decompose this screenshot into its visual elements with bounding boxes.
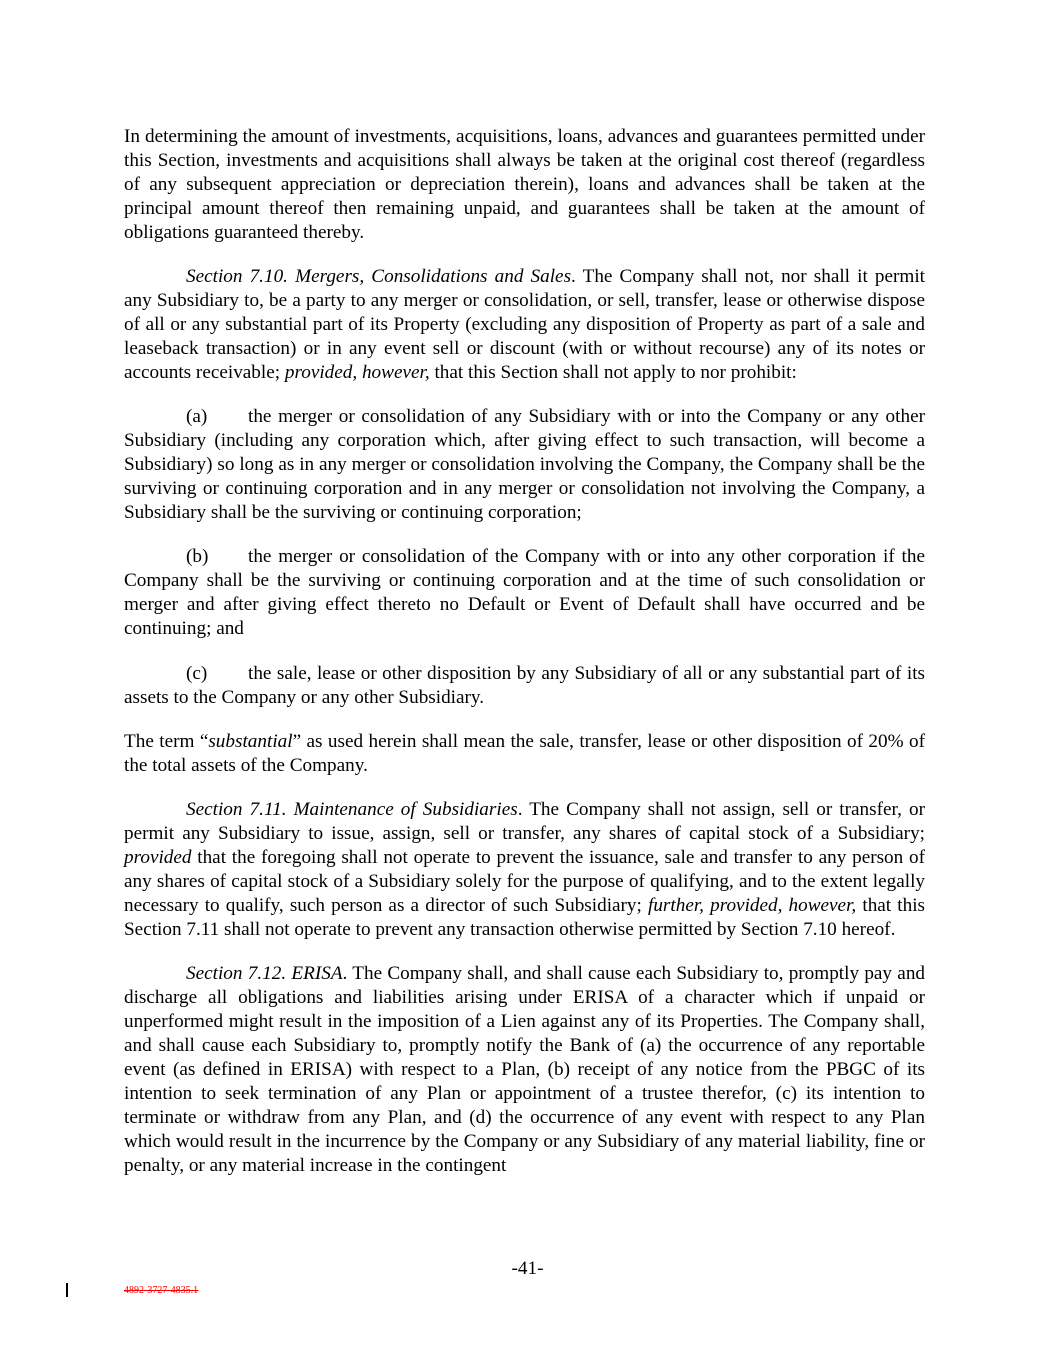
section-7-11-text-2: that the foregoing shall not operate to prevent the issuance, sale and transfer to any person of any shares of capital stock of a Subsidiary solely for the purpose of qualifying, and to the extent legally necessary to qualify, such person as a director of such Subsidiary; (124, 847, 925, 917)
section-7-11-text-1: . The Company shall not assign, sell or transfer, or permit any Subsidiary to issue, assign, sell or transfer, any shares of capital stock of a Subsidiary; (124, 799, 925, 845)
clause-b-text: the merger or consolidation of the Company with or into any other corporation if the Company shall be the surviving or continuing corporation and at the time of such consolidation or merger and after giving effect thereto no Default or Event of Default shall have occurred and be continuing; and (124, 546, 925, 640)
section-7-11-provided: provided (124, 847, 192, 869)
substantial-definition (124, 730, 925, 778)
substantial-term: substantial (208, 731, 293, 752)
section-7-10-proviso: provided, however, (284, 361, 430, 383)
clause-a-label: (a) (186, 406, 208, 428)
clause-a-text: the merger or consolidation of any Subsidiary with or into the Company or any other Subsidiary (including any corporation which, after giving effect to such transaction, will become a Subsidiary) so long as in any merger or consolidation involving the Company, the Company shall be the surviving or continuing corporation and in any merger or consolidation not involving the Company, a Subsidiary shall be the surviving or continuing corporation; (124, 406, 925, 523)
section-7-10-tail: that this Section shall not apply to nor prohibit: (429, 361, 797, 383)
substantial-definition-before: The term “ (124, 731, 209, 752)
page-number: -41- (511, 1258, 544, 1279)
clause-a (124, 405, 925, 525)
document-body (124, 125, 925, 1198)
paragraph-investment-amounts (124, 125, 925, 245)
clause-c-label: (c) (186, 662, 208, 684)
section-7-12 (124, 962, 925, 1177)
paragraph-investment-amounts-text: In determining the amount of investments, acquisitions, loans, advances and guarantees permitted under this Section, investments and acquisitions shall always be taken at the original cost thereof (regardless of any subsequent appreciation or depreciation therein), loans and advances shall be taken at the principal amount thereof then remaining unpaid, and guarantees shall be taken at the amount of obligations guaranteed thereby. (124, 126, 925, 243)
section-7-11 (124, 798, 925, 941)
section-7-11-further-proviso: further, provided, however, (648, 895, 857, 917)
section-7-10-heading: Section 7.10. Mergers, Consolidations and Sales (186, 266, 572, 288)
section-7-12-text: . The Company shall, and shall cause each Subsidiary to, promptly pay and discharge all obligations and liabilities arising under ERISA of a character which if unpaid or unperformed might result in the imposition of a Lien against any of its Properties. The Company shall, and shall cause each Subsidiary to, promptly notify the Bank of (a) the occurrence of any reportable event (as defined in ERISA) with respect to a Plan, (b) receipt of any notice from the PBGC of its intention to seek termination of any Plan or appointment of a trustee therefor, (c) its intention to terminate or withdraw from any Plan, and (d) the occurrence of any event with respect to any Plan which would result in the incurrence by the Company or any Subsidiary of any material liability, fine or penalty, or any material increase in the contingent (124, 963, 926, 1176)
section-7-10 (124, 265, 925, 385)
section-7-11-heading: Section 7.11. Maintenance of Subsidiaries (186, 799, 518, 821)
substantial-definition-after: ” as used herein shall mean the sale, transfer, lease or other disposition of 20% of the total assets of the Company. (124, 731, 925, 776)
section-7-12-heading: Section 7.12. ERISA (186, 963, 343, 985)
document-id: 4892-3727-4835.1 (124, 1285, 199, 1296)
clause-c (124, 662, 925, 710)
clause-b (124, 545, 925, 641)
revision-change-bar (66, 1283, 68, 1297)
clause-c-text: the sale, lease or other disposition by any Subsidiary of all or any substantial part of its assets to the Company or any other Subsidiary. (124, 662, 925, 708)
section-7-11-text-3: that this Section 7.11 shall not operate to prevent any transaction otherwise permitted by Section 7.10 hereof. (124, 895, 925, 940)
section-7-10-text: . The Company shall not, nor shall it permit any Subsidiary to, be a party to any merger or consolidation, or sell, transfer, lease or otherwise dispose of all or any substantial part of its Property (excluding any disposition of Property as part of a sale and leaseback transaction) or in any event sell or discount (with or without recourse) any of its notes or accounts receivable; (124, 266, 925, 383)
clause-b-label: (b) (186, 546, 209, 568)
